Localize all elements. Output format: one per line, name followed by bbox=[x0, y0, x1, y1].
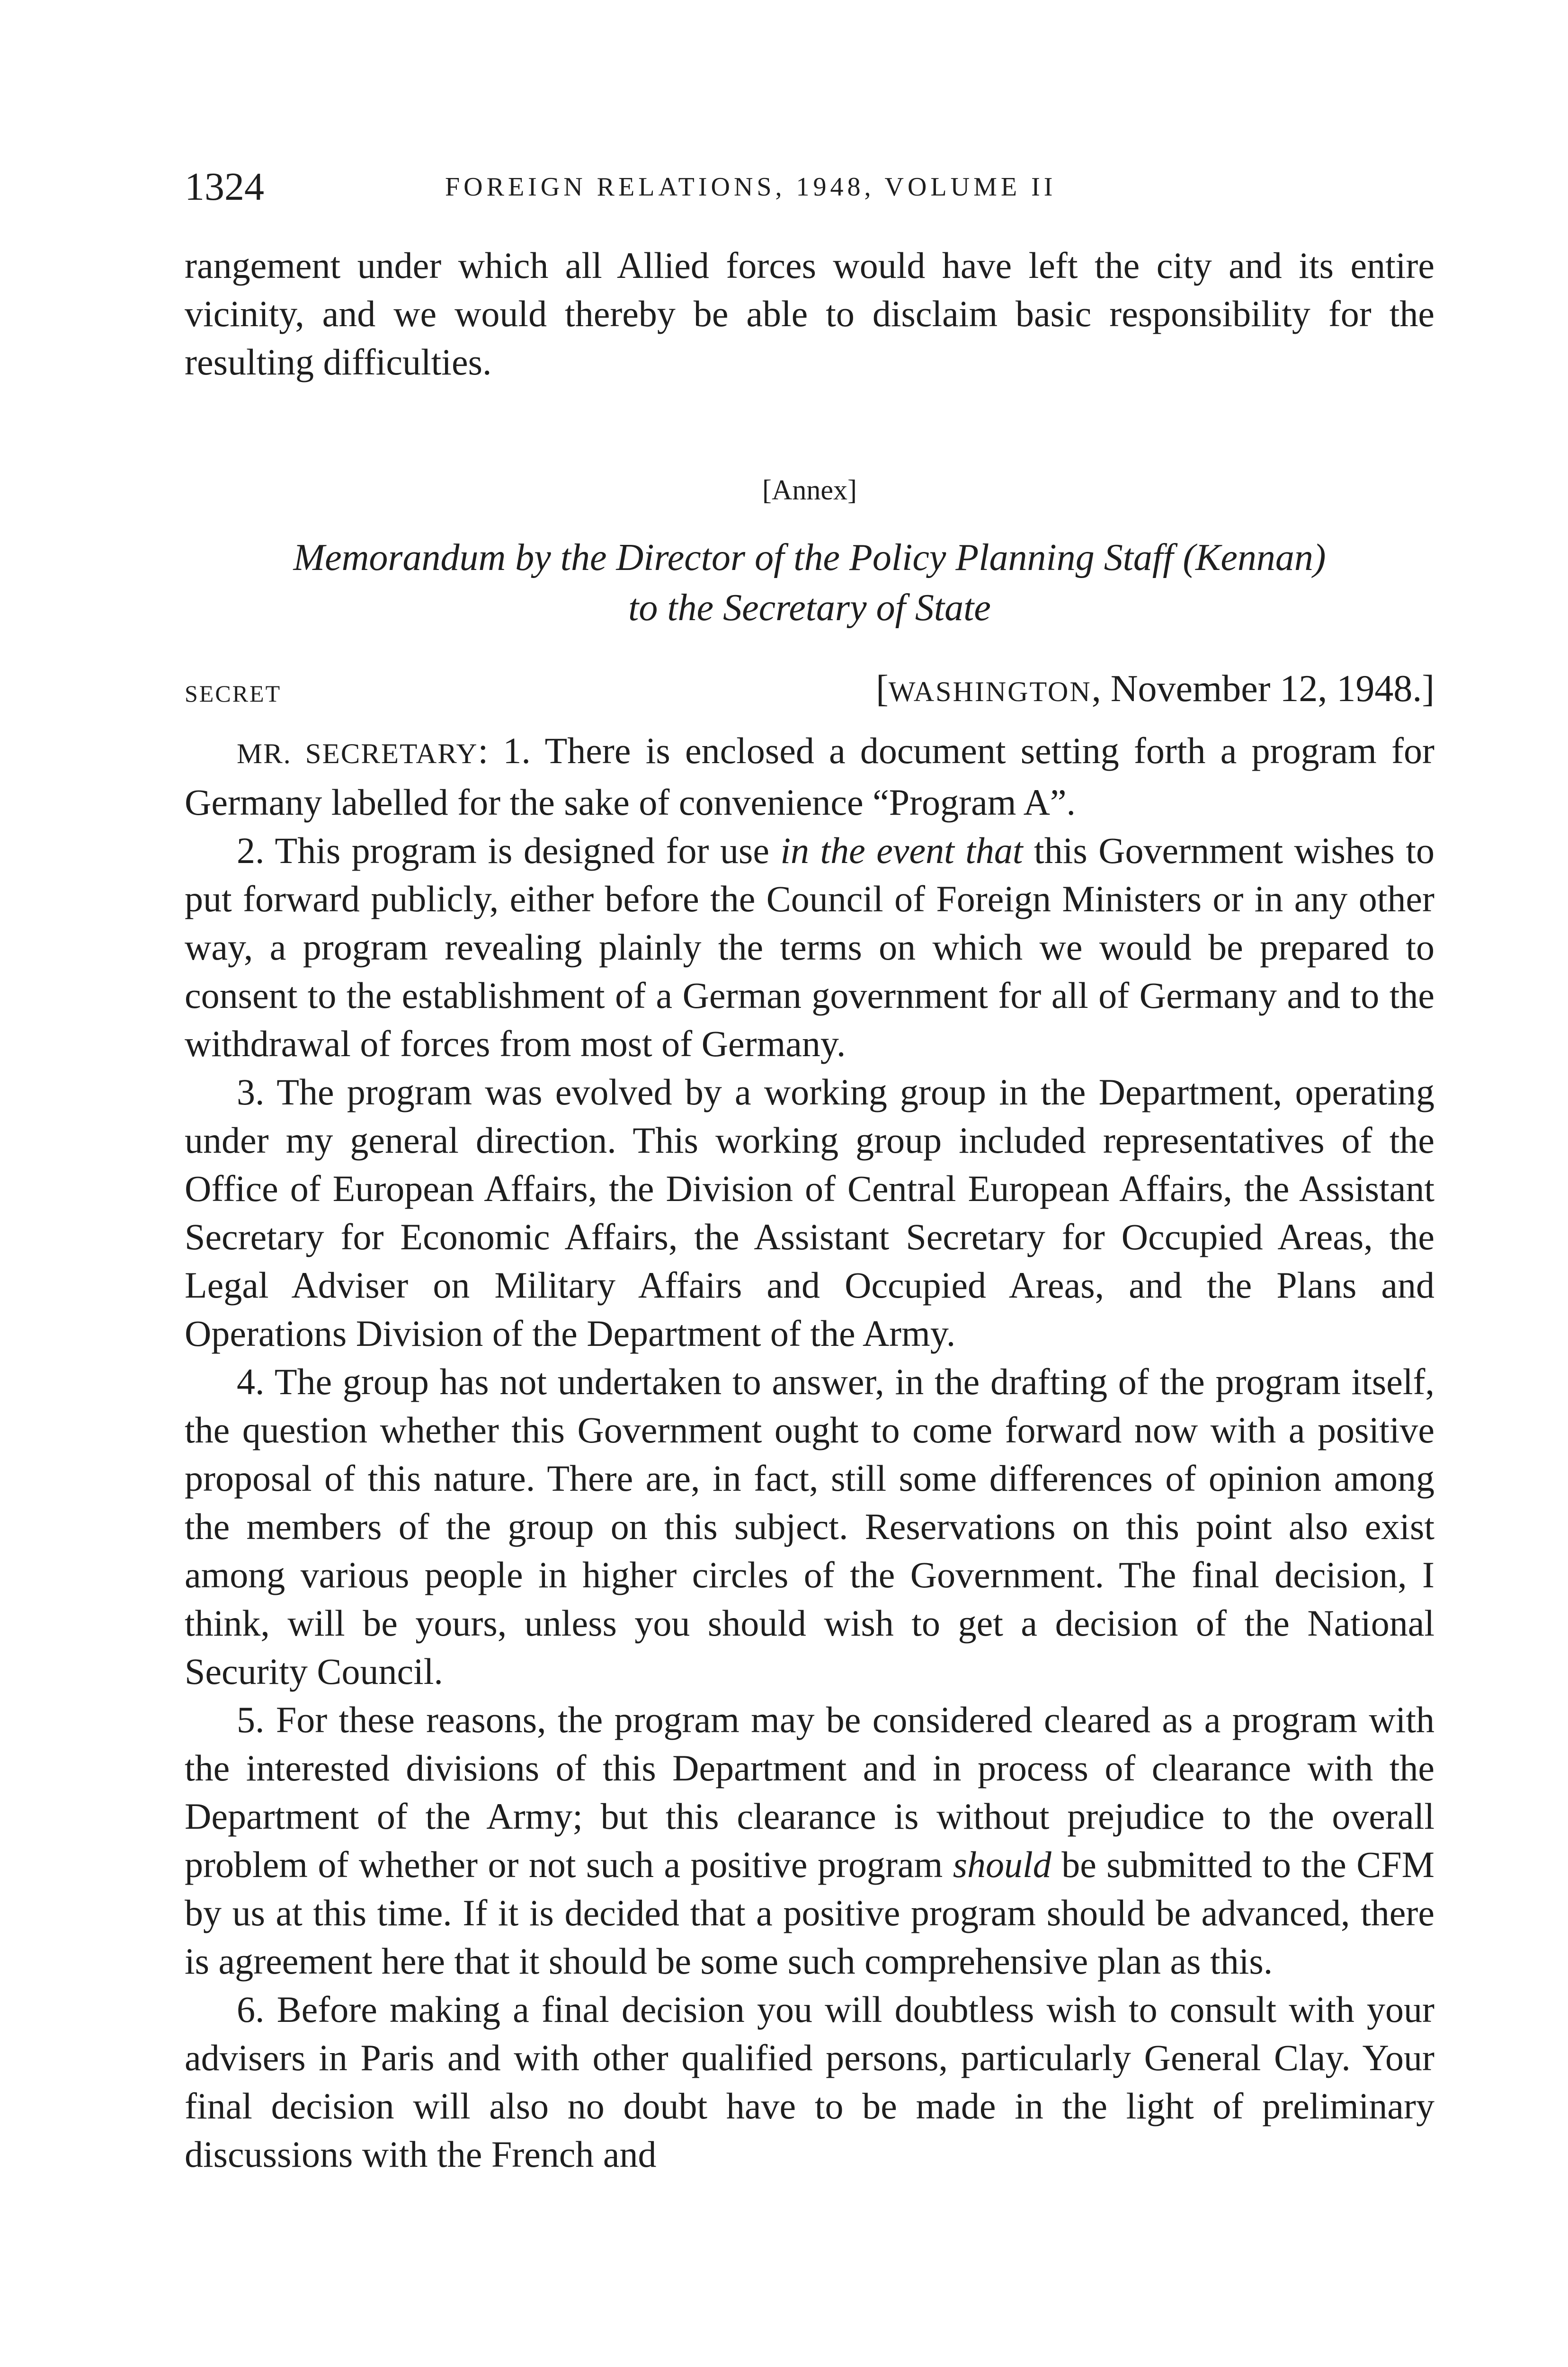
running-header bbox=[185, 161, 1434, 213]
memo-title-line-2: to the Secretary of State bbox=[628, 587, 991, 629]
classification-row bbox=[185, 663, 1434, 715]
paragraph-5-emphasis: should bbox=[953, 1844, 1051, 1885]
paragraph-3: 3. The program was evolved by a working group in the Department, operating under my general direction. This working group included representatives of the Office of European Affairs, the Division of Central European Affairs, the Assistant Secretary for Economic Affairs, the Assistant Secretary for Occupied Areas, the Legal Adviser on Military Affairs and Occupied Areas, and the Plans and Operations Division of the Department of the Army. bbox=[185, 1071, 1434, 1354]
running-title: FOREIGN RELATIONS, 1948, VOLUME II bbox=[445, 172, 1057, 202]
paragraph-4: 4. The group has not undertaken to answer, in the drafting of the program itself, the question whether this Government ought to come forward now with a positive proposal of this nature. There are, in fact, still some differences of opinion among the members of the group on this subject. Reservations on this point also exist among various people in higher circles of the Government. The final decision, I think, will be yours, unless you should wish to get a decision of the National Security Council. bbox=[185, 1361, 1434, 1692]
paragraph-1-text: : 1. There is enclosed a document setting forth a program for Germany labelled for the sake of convenience “Program A”. bbox=[185, 730, 1434, 823]
paragraph-6: 6. Before making a final decision you will doubtless wish to consult with your advisers in Paris and with other qualified persons, particularly General Clay. Your final decision will also no doubt have to be made in the light of preliminary discussions with the French and bbox=[185, 1989, 1434, 2175]
dateline-place: WASHINGTON bbox=[888, 676, 1092, 707]
paragraph-5 bbox=[185, 1696, 1434, 1985]
salutation: MR. SECRETARY bbox=[237, 738, 478, 770]
dateline-date: , November 12, 1948.] bbox=[1091, 668, 1434, 710]
dateline bbox=[876, 663, 1434, 718]
paragraph-5-text-a: 5. For these reasons, the program may be considered cleared as a program with the interested divisions of this Department and in process of clearance with the Department of the Army; but this clearance is without prejudice to the overall problem of whether or not such a positive program bbox=[185, 1699, 1434, 1885]
memo-body bbox=[185, 727, 1434, 2179]
memo-title bbox=[185, 533, 1434, 633]
paragraph-2-text-a: 2. This program is designed for use bbox=[237, 830, 781, 871]
dateline-bracket: [ bbox=[876, 668, 889, 710]
paragraph-2-text-b: this Government wishes to put forward publicly, either before the Council of Foreign Ministers or in any other way, a program revealing plainly the terms on which we would be prepared to consent to the establishment of a German government for all of Germany and to the withdrawal of forces from most of Germany. bbox=[185, 830, 1434, 1064]
annex-label: [Annex] bbox=[762, 474, 857, 506]
paragraph-5-text-b: be submitted to the CFM by us at this time. If it is decided that a positive program should be advanced, there is agreement here that it should be some such comprehensive plan as this. bbox=[185, 1844, 1435, 1982]
paragraph-1 bbox=[185, 727, 1434, 827]
paragraph-2 bbox=[185, 827, 1434, 1068]
memo-title-line-1: Memorandum by the Director of the Policy Planning Staff (Kennan) bbox=[293, 537, 1326, 578]
page-number: 1324 bbox=[185, 165, 264, 209]
classification-marking: SECRET bbox=[185, 680, 282, 707]
continued-paragraph: rangement under which all Allied forces would have left the city and its entire vicinity, and we would thereby be able to disclaim basic responsibility for the resulting difficulties. bbox=[185, 245, 1434, 383]
paragraph-2-emphasis: in the event that bbox=[780, 830, 1023, 871]
